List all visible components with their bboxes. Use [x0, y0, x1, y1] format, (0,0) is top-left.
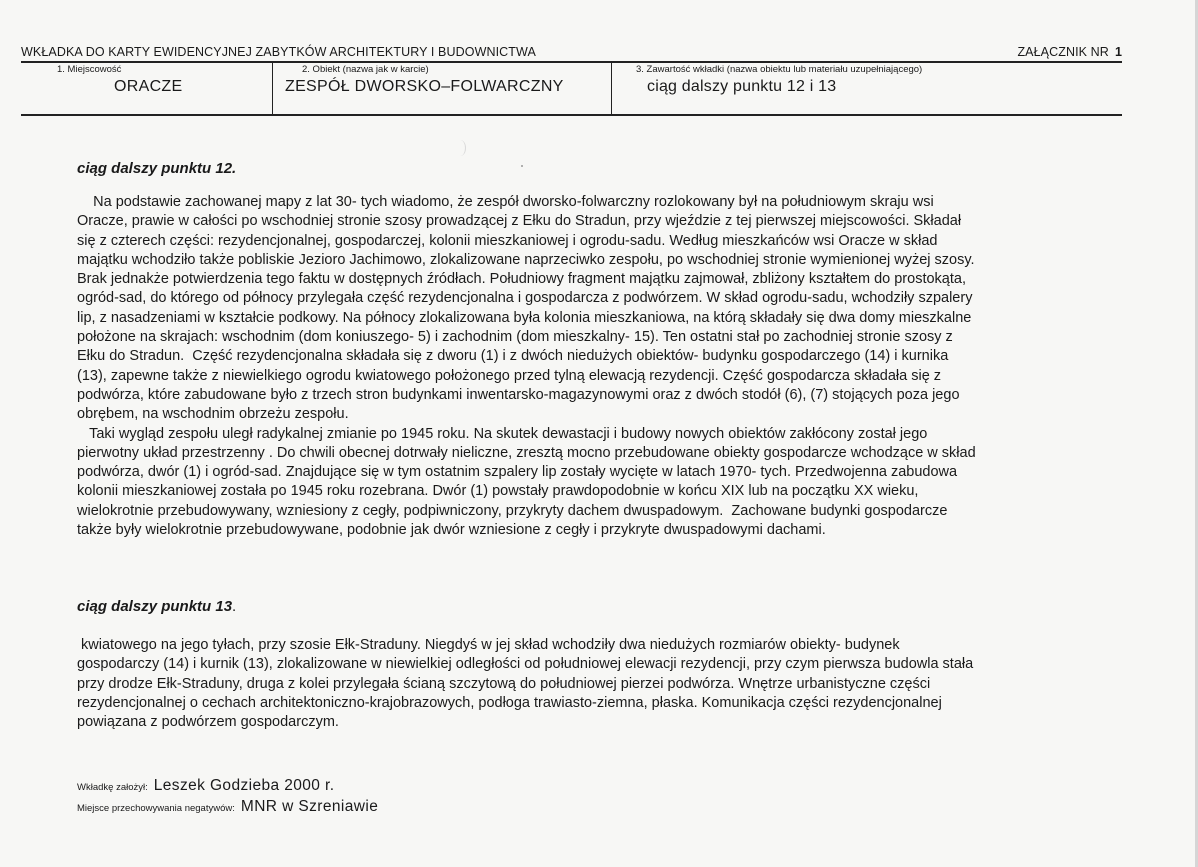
- location-label: 1. Miejscowość: [57, 64, 122, 75]
- author-label: Wkładkę założył:: [77, 782, 148, 793]
- card-header: [21, 45, 1122, 59]
- card-title: WKŁADKA DO KARTY EWIDENCYJNEJ ZABYTKÓW ARCHITEKTURY I BUDOWNICTWA: [21, 45, 536, 59]
- header-rule-bottom: [21, 114, 1122, 116]
- section-13-title-text: ciąg dalszy punktu 13: [77, 598, 233, 615]
- author-value: Leszek Godzieba 2000 r.: [153, 777, 335, 794]
- section-13-text: kwiatowego na jego tyłach, przy szosie Ełk-Straduny. Niegdyś w jej skład wchodziły dwa niedużych rozmiarów obiekty- budynek gospodarczy (14) i kurnik (13), zlokalizowane w niewielkiej odległości od południowej elewacji rezydencji, przy czym pierwsza budowla stała przy drodze Ełk-Straduny, druga z kolei przylegała ścianą szczytową do południowej pierzei podwórza. Wnętrze urbanistyczne części rezydencjonalnej o cechach architektoniczno-krajobrazowych, podłoga trawiasto-ziemna, płaska. Komunikacja części rezydencjonalnej powiązana z podwórzem gospodarczym.: [77, 637, 974, 731]
- section-12-text: Na podstawie zachowanej mapy z lat 30- tych wiadomo, że zespół dworsko-folwarczny rozlokowany był na południowym skraju wsi Oracze, prawie w całości po wschodniej stronie szosy prowadzącej z Ełku do Stradun, przy wjeździe z tej pierwszej miejscowości. Składał się z czterech części: rezydencjonalnej, gospodarczej, kolonii mieszkaniowej i ogrodu-sadu. Według mieszkańców wsi Oracze w skład majątku wchodziło także pobliskie Jezioro Jachimowo, zlokalizowane naprzeciwko zespołu, po wschodniej stronie wymienionej wyżej szosy. Brak jednakże potwierdzenia tego faktu w dostępnych źródłach. Południowy fragment majątku zajmował, zbliżony kształtem do prostokąta, ogród-sad, do którego od północy przylegała część rezydencjonalna i gospodarcza z podwórzem. W skład ogrodu-sadu, wchodziły szpalery lip, z nasadzeniami w kształcie podkowy. Na północy zlokalizowana była kolonia mieszkaniowa, na którą składały się dwa domy mieszkalne położone na skrajach: wschodnim (dom koniuszego- 5) i zachodnim (dom mieszkalny- 15). Ten ostatni stał po zachodniej stronie szosy z Ełku do Stradun. Część rezydencjonalna składała się z dworu (1) i z dwóch niedużych obiektów- budynku gospodarczego (14) i kurnika (13), zapewne także z niewielkiego ogrodu kwiatowego położonego przed tylną elewacją rezydencji. Część gospodarcza składała się z podwórza, które zabudowane było z trzech stron budynkami inwentarsko-magazynowymi oraz z dwóch stodół (6), (7) stojących poza jego obrębem, na wschodnim obrzeżu zespołu. Taki wygląd zespołu uległ radykalnej zmianie po 1945 roku. Na skutek dewastacji i budowy nowych obiektów zakłócony został jego pierwotny układ przestrzenny . Do chwili obecnej dotrwały nieliczne, zresztą mocno przebudowane obiekty gospodarcze wchodzące w skład podwórza, dwór (1) i ogród-sad. Znajdujące się w tym ostatnim szpalery lip zostały wycięte w latach 1970- tych. Przedwojenna zabudowa kolonii mieszkaniowej została po 1945 roku rozebrana. Dwór (1) powstały prawdopodobnie w końcu XIX lub na początku XX wieku, wielokrotnie przebudowywany, wzniesiony z cegły, podpiwniczony, przykryty dachem dwuspadowym. Zachowane budynki gospodarcze także były wielokrotnie przebudowywane, podobnie jak dwór wzniesione z cegły i przykryte dwuspadowymi dachami.: [77, 194, 976, 539]
- section-12-title: ciąg dalszy punktu 12.: [77, 160, 237, 177]
- header-rule-top: [21, 61, 1122, 63]
- storage-label: Miejsce przechowywania negatywów:: [77, 803, 235, 814]
- storage-row: [77, 798, 378, 816]
- object-value: ZESPÓŁ DWORSKO–FOLWARCZNY: [285, 78, 564, 95]
- section-13-title: [77, 598, 236, 615]
- storage-value: MNR w Szreniawie: [240, 798, 379, 815]
- attachment-number: 1: [1114, 45, 1122, 59]
- paper-speck: [521, 165, 523, 167]
- contents-value: ciąg dalszy punktu 12 i 13: [647, 78, 837, 95]
- field-divider-1: [272, 62, 273, 114]
- author-row: [77, 777, 334, 795]
- field-divider-2: [611, 62, 612, 114]
- contents-label: 3. Zawartość wkładki (nazwa obiektu lub materiału uzupełniającego): [636, 64, 923, 75]
- attachment-label-group: [1017, 45, 1122, 59]
- section-13-title-suffix: .: [232, 598, 237, 615]
- object-label: 2. Obiekt (nazwa jak w karcie): [302, 64, 429, 75]
- paper-mark: [455, 140, 466, 156]
- attachment-label: ZAŁĄCZNIK NR: [1017, 45, 1109, 59]
- location-value: ORACZE: [114, 78, 183, 95]
